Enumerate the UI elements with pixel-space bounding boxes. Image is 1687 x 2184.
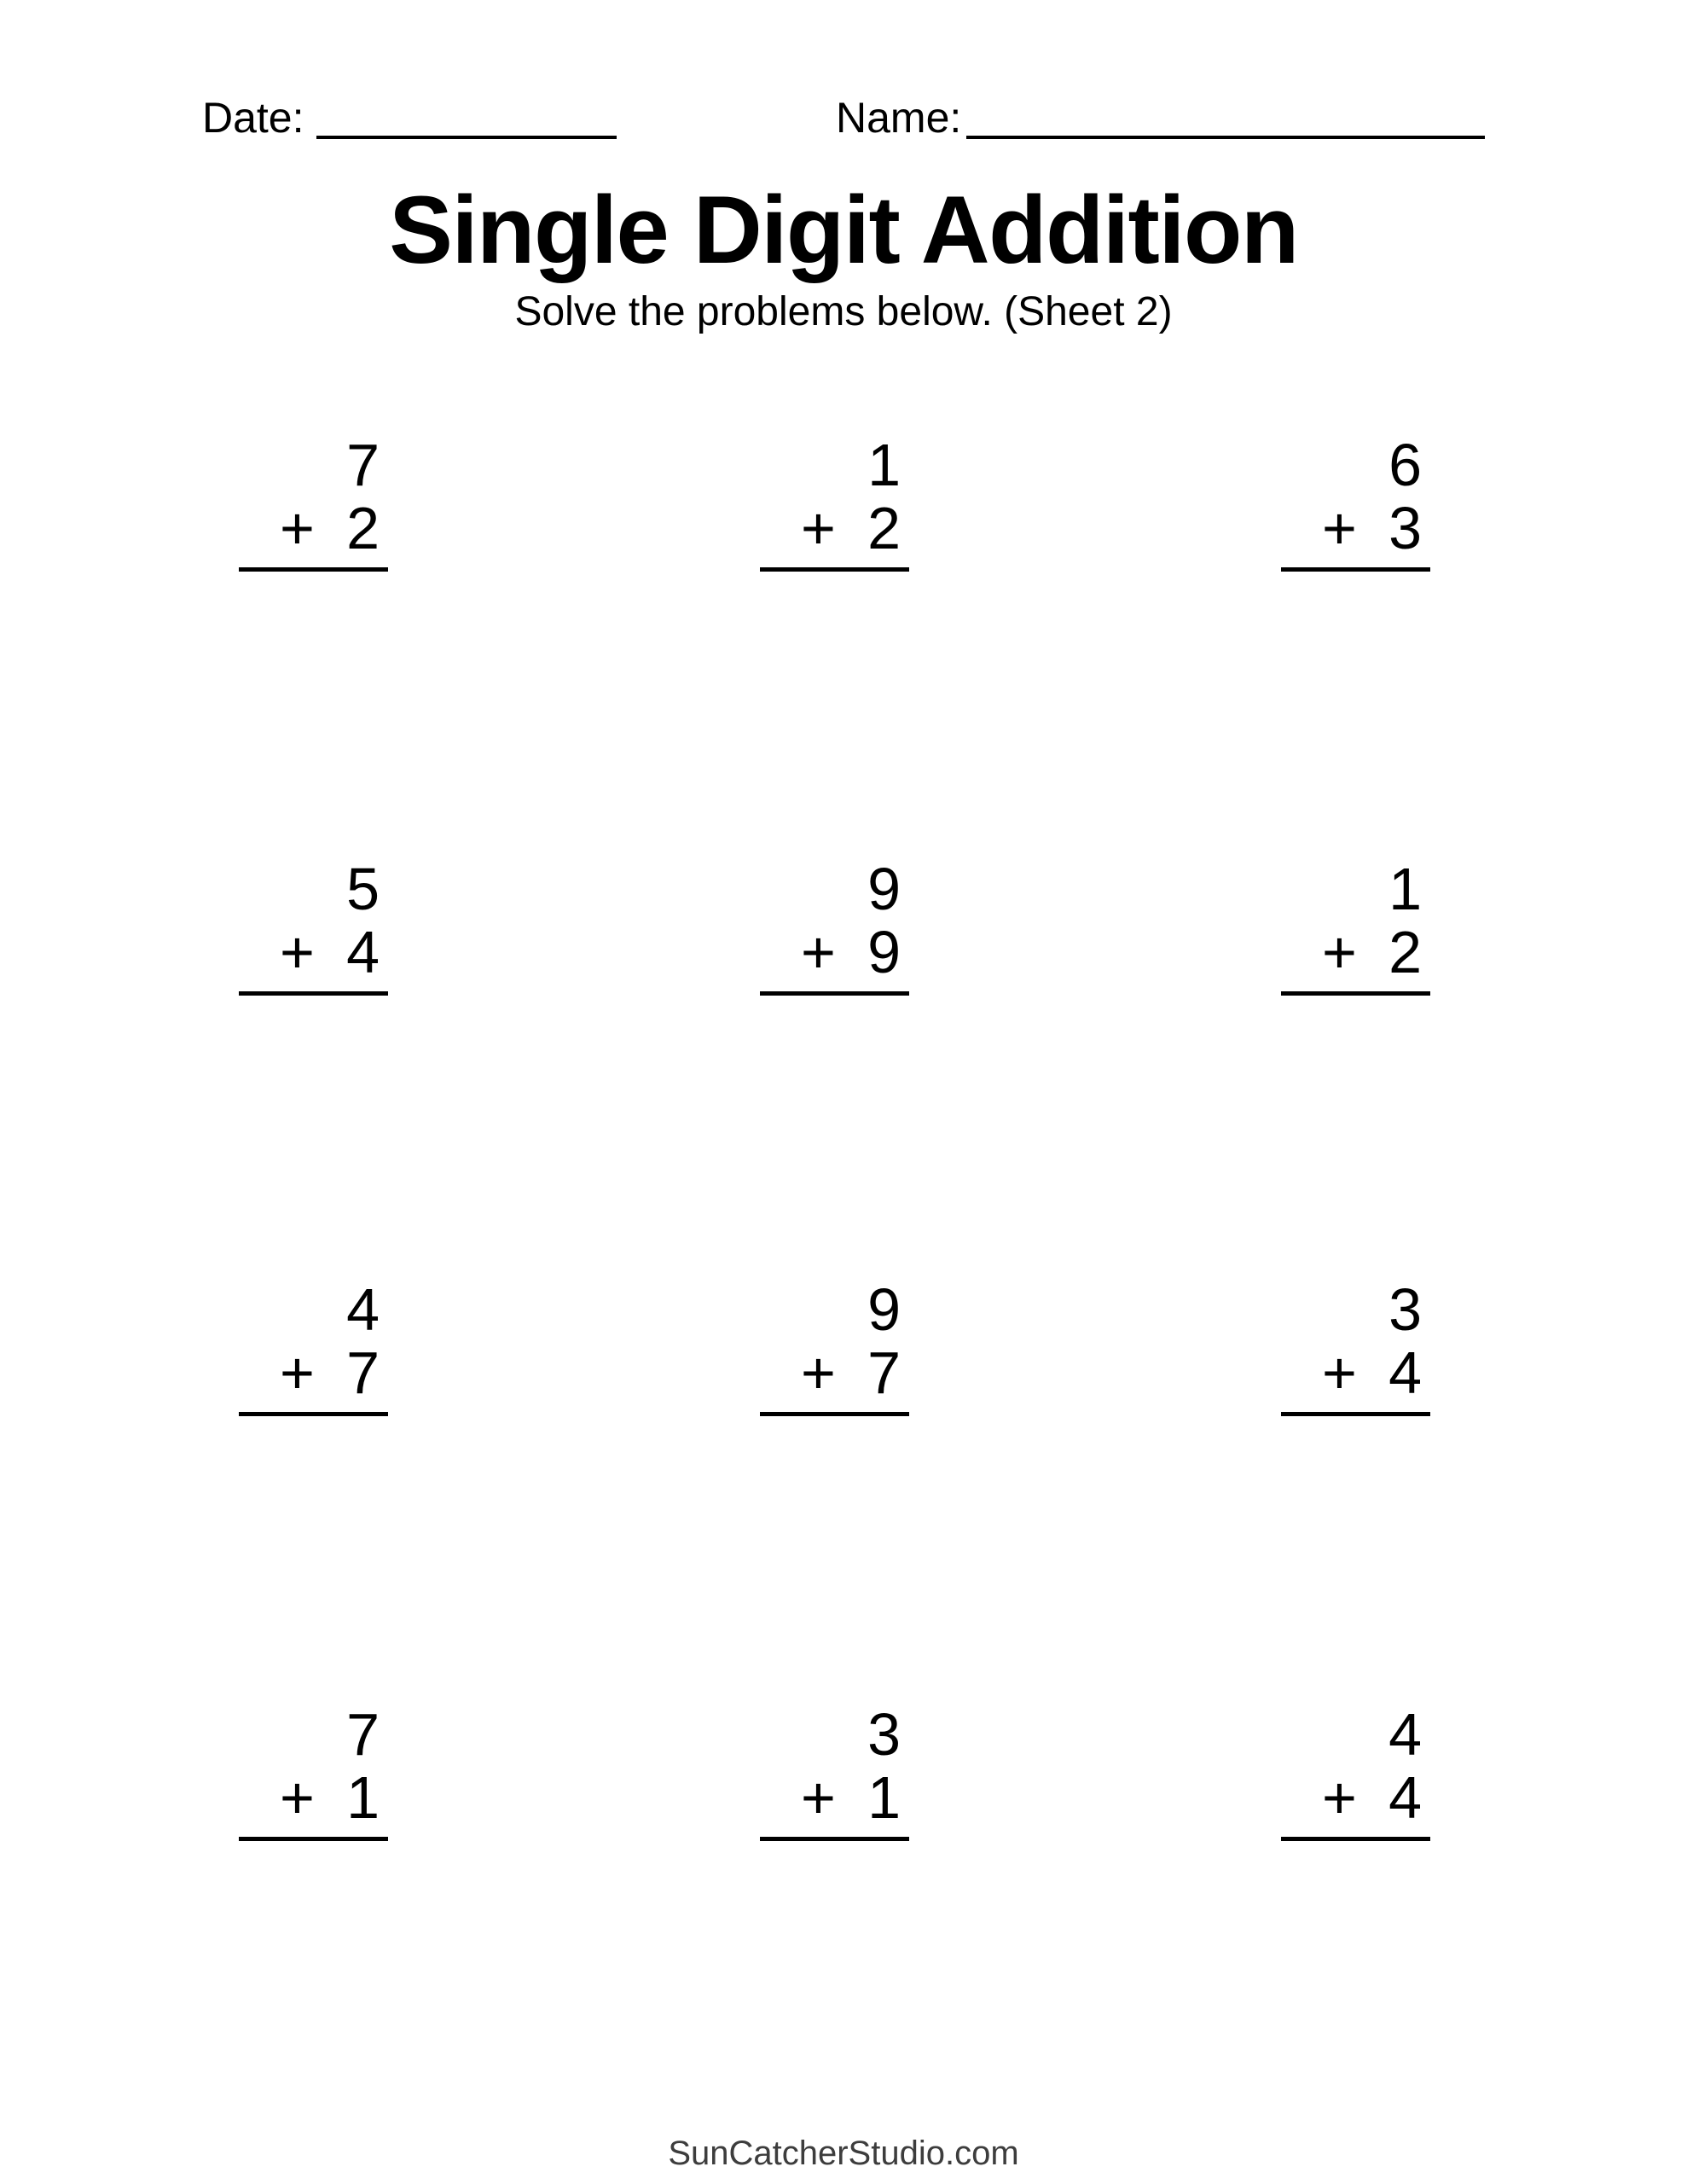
addition-problem-5 (760, 857, 909, 996)
top-addend: 9 (867, 856, 901, 922)
addition-problem-12 (1281, 1703, 1430, 1841)
answer-line (760, 1412, 909, 1416)
bottom-addend: 1 (346, 1764, 380, 1831)
answer-line (760, 1837, 909, 1841)
answer-line (239, 1837, 388, 1841)
top-addend: 4 (346, 1276, 380, 1343)
plus-sign: + (801, 1339, 836, 1406)
answer-line (239, 567, 388, 572)
answer-line (1281, 567, 1430, 572)
bottom-addend: 2 (867, 495, 901, 561)
top-addend: 7 (346, 432, 380, 498)
addition-problem-7 (239, 1278, 388, 1416)
footer-credit: SunCatcherStudio.com (668, 2135, 1019, 2172)
bottom-addend: 4 (346, 919, 380, 985)
top-addend: 5 (346, 856, 380, 922)
plus-sign: + (1322, 1339, 1357, 1406)
addition-problem-2 (760, 433, 909, 572)
answer-line (239, 1412, 388, 1416)
plus-sign: + (280, 1764, 315, 1831)
bottom-addend: 2 (346, 495, 380, 561)
plus-sign: + (801, 1764, 836, 1831)
top-addend: 6 (1388, 432, 1422, 498)
date-label: Date: (202, 94, 304, 142)
answer-line (1281, 991, 1430, 996)
answer-line (239, 991, 388, 996)
bottom-addend: 7 (867, 1339, 901, 1406)
addition-problem-8 (760, 1278, 909, 1416)
top-addend: 9 (867, 1276, 901, 1343)
plus-sign: + (280, 1339, 315, 1406)
plus-sign: + (280, 495, 315, 561)
plus-sign: + (1322, 919, 1357, 985)
plus-sign: + (801, 495, 836, 561)
addition-problem-9 (1281, 1278, 1430, 1416)
answer-line (760, 991, 909, 996)
top-addend: 1 (1388, 856, 1422, 922)
page-subtitle: Solve the problems below. (Sheet 2) (514, 289, 1173, 334)
problem-row-2 (239, 857, 1430, 996)
plus-sign: + (1322, 1764, 1357, 1831)
plus-sign: + (280, 919, 315, 985)
bottom-addend: 2 (1388, 919, 1422, 985)
answer-line (760, 567, 909, 572)
addition-problem-10 (239, 1703, 388, 1841)
page-title: Single Digit Addition (389, 177, 1298, 283)
bottom-addend: 1 (867, 1764, 901, 1831)
addition-problem-4 (239, 857, 388, 996)
bottom-addend: 7 (346, 1339, 380, 1406)
problems-grid (239, 0, 1430, 2184)
top-addend: 4 (1388, 1701, 1422, 1768)
bottom-addend: 3 (1388, 495, 1422, 561)
bottom-addend: 4 (1388, 1339, 1422, 1406)
top-addend: 7 (346, 1701, 380, 1768)
addition-problem-3 (1281, 433, 1430, 572)
name-label: Name: (836, 94, 962, 142)
top-addend: 3 (1388, 1276, 1422, 1343)
problem-row-4 (239, 1703, 1430, 1841)
addition-problem-11 (760, 1703, 909, 1841)
addition-problem-6 (1281, 857, 1430, 996)
bottom-addend: 4 (1388, 1764, 1422, 1831)
top-addend: 3 (867, 1701, 901, 1768)
plus-sign: + (1322, 495, 1357, 561)
answer-line (1281, 1412, 1430, 1416)
addition-problem-1 (239, 433, 388, 572)
problem-row-1 (239, 433, 1430, 572)
plus-sign: + (801, 919, 836, 985)
bottom-addend: 9 (867, 919, 901, 985)
problem-row-3 (239, 1278, 1430, 1416)
top-addend: 1 (867, 432, 901, 498)
answer-line (1281, 1837, 1430, 1841)
